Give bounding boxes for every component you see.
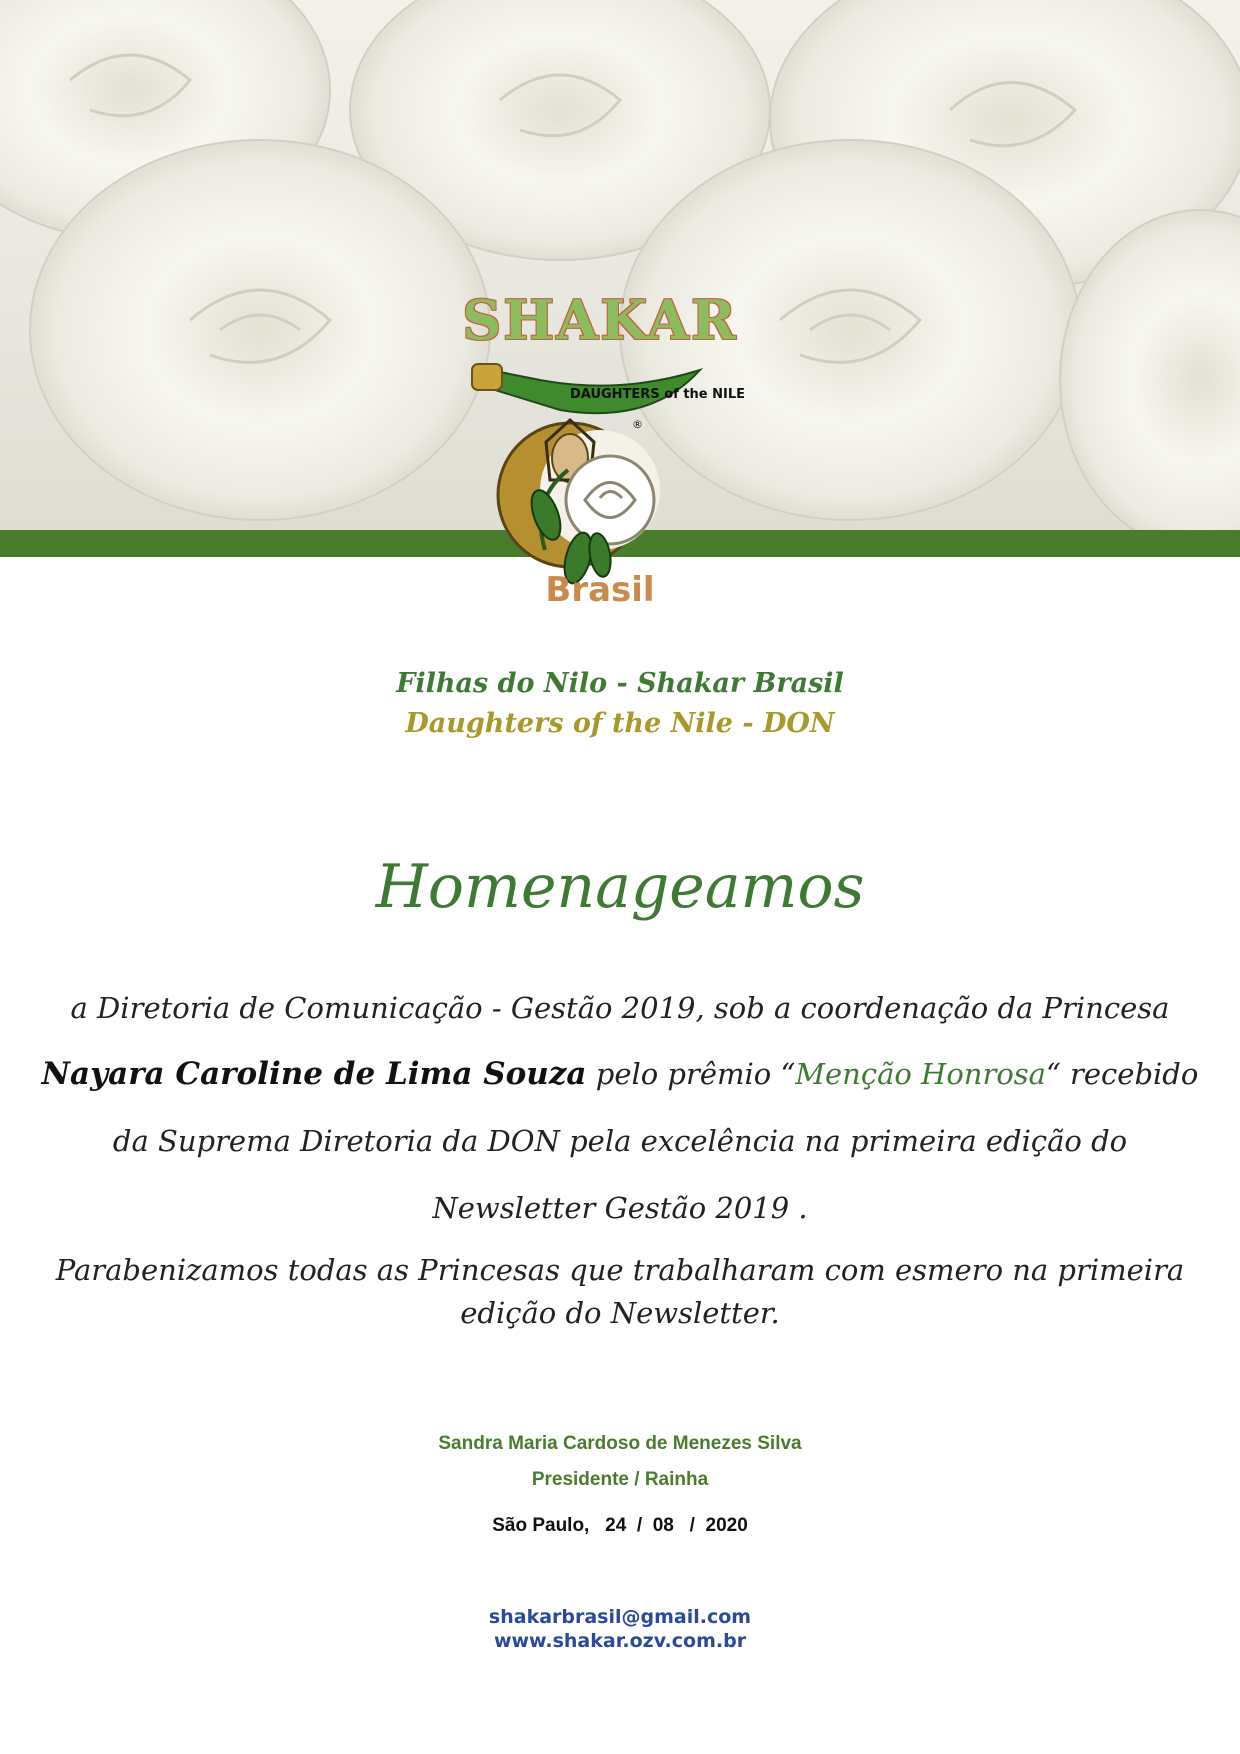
- contact-email-link[interactable]: shakarbrasil@gmail.com: [488, 1606, 752, 1628]
- contact-website-link[interactable]: www.shakar.ozv.com.br: [493, 1630, 747, 1652]
- shakar-logo: [450, 270, 750, 620]
- body-line-2-mid: pelo prêmio “: [586, 1057, 796, 1091]
- body-line-4: Newsletter Gestão 2019 .: [432, 1191, 808, 1225]
- body-line-2-end: “ recebido: [1045, 1057, 1199, 1091]
- honoree-name: Nayara Caroline de Lima Souza: [41, 1056, 587, 1092]
- organization-name-en: Daughters of the Nile - DON: [405, 708, 835, 739]
- body-line-3: da Suprema Diretoria da DON pela excelência na primeira edição do: [112, 1124, 1128, 1158]
- headline: Homenageamos: [375, 852, 865, 922]
- registered-mark: ®: [632, 418, 643, 431]
- body-line-6: edição do Newsletter.: [460, 1296, 780, 1330]
- organization-name-pt: Filhas do Nilo - Shakar Brasil: [396, 668, 844, 699]
- body-line-2: [0, 1054, 1240, 1094]
- logo-ribbon-text: DAUGHTERS of the NILE: [570, 387, 746, 402]
- logo-title: SHAKAR: [462, 288, 738, 352]
- signer-name: Sandra Maria Cardoso de Menezes Silva: [438, 1433, 802, 1454]
- scimitar-sphinx-rose-emblem-icon: [450, 350, 750, 590]
- body-line-1: a Diretoria de Comunicação - Gestão 2019, sob a coordenação da Princesa: [70, 991, 1170, 1025]
- body-line-5: Parabenizamos todas as Princesas que trabalharam com esmero na primeira: [55, 1253, 1185, 1287]
- logo-country: Brasil: [545, 570, 655, 610]
- place-date: São Paulo, 24 / 08 / 2020: [492, 1515, 748, 1536]
- award-name: Menção Honrosa: [795, 1057, 1046, 1091]
- signer-title: Presidente / Rainha: [531, 1469, 709, 1490]
